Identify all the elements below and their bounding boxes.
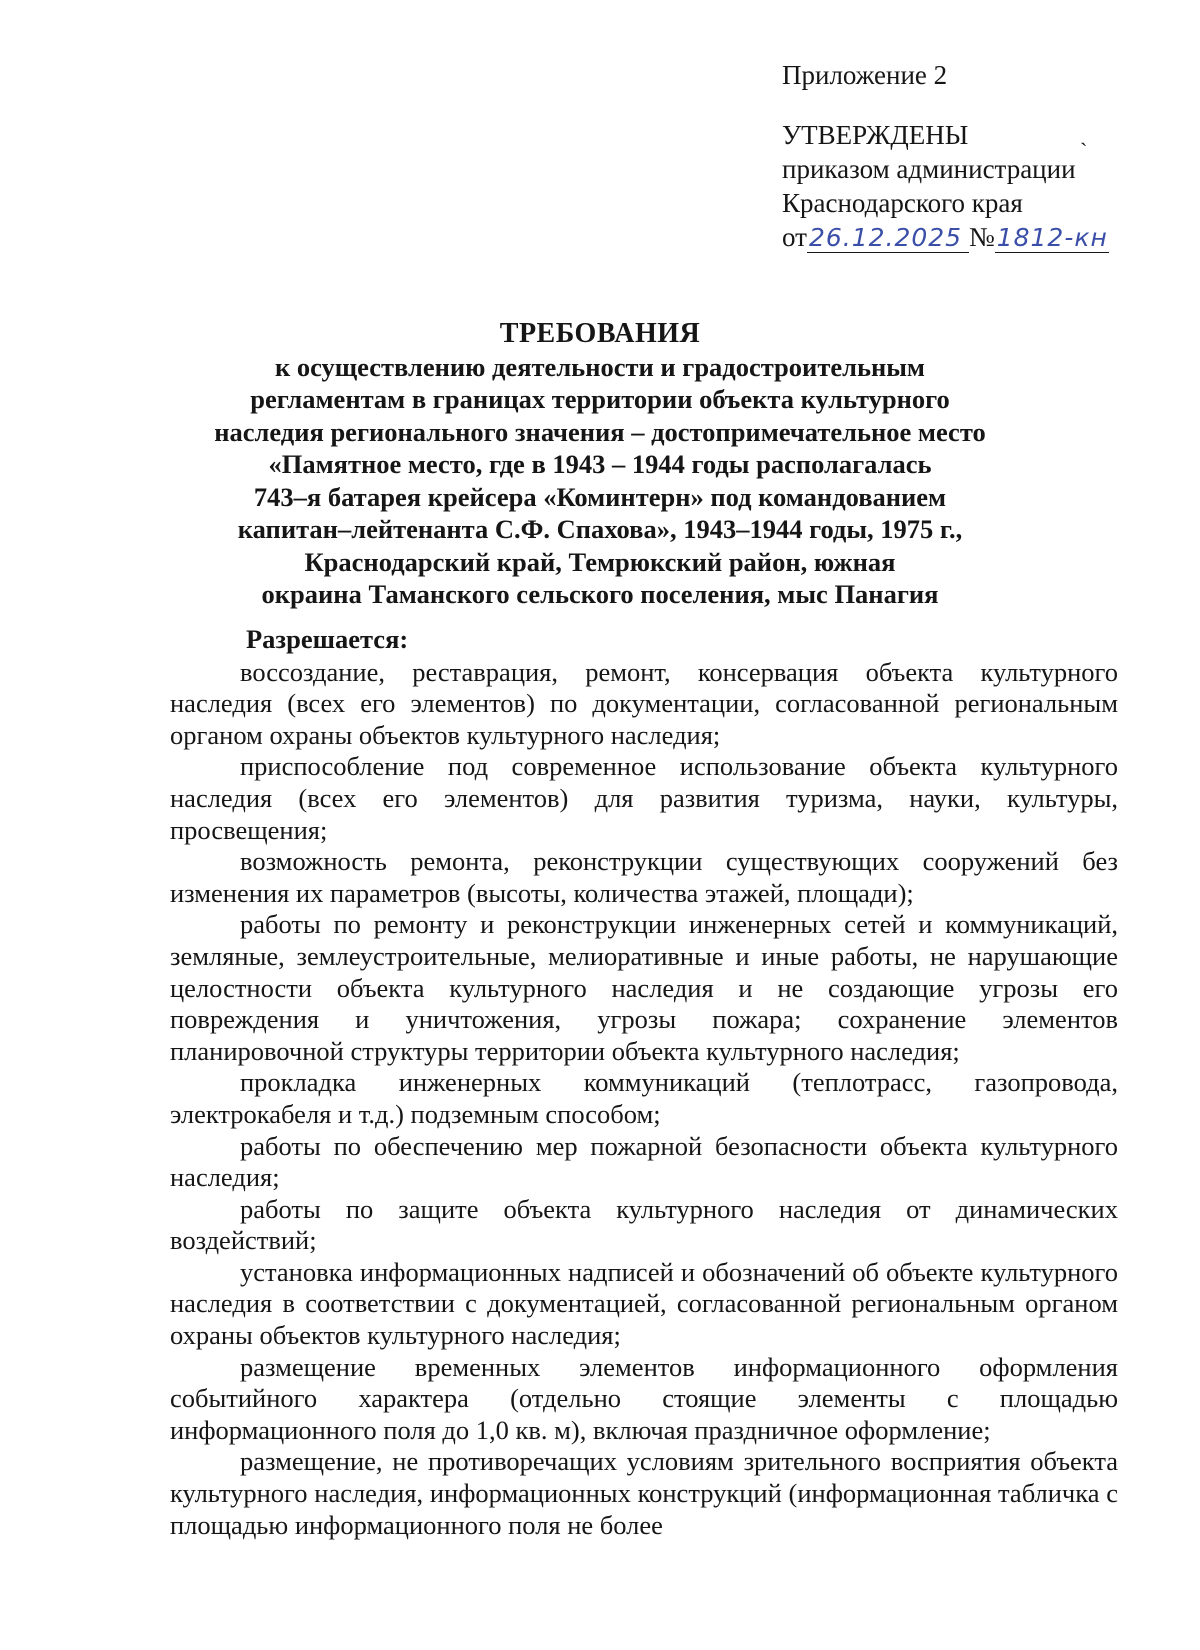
heading-line: капитан–лейтенанта С.Ф. Спахова», 1943–1944 годы, 1975 г., [237,514,963,544]
handwritten-number: 1812-кн [996,223,1108,252]
heading-line: Краснодарский край, Темрюкский район, южная [304,546,896,577]
order-label: приказом администрации [782,154,1076,184]
body-paragraph: воссоздание, реставрация, ремонт, консервация объекта культурного наследия (всех его элементов) по документации, согласованной региональным органом охраны объектов культурного наследия; [170,656,1118,750]
heading-line: «Памятное место, где в 1943 – 1944 годы располагалась [268,449,932,479]
number-sign: № [968,222,995,252]
date-number-line [782,220,1109,254]
body-paragraph: работы по защите объекта культурного наследия от динамических воздействий; [170,1193,1118,1256]
body-paragraph: работы по обеспечению мер пожарной безопасности объекта культурного наследия; [170,1130,1118,1193]
approval-gap [782,92,1109,118]
document-title: ТРЕБОВАНИЯ [499,318,701,349]
heading-line: наследия регионального значения – достопримечательное место [214,416,986,447]
heading-line: регламентам в границах территории объекта культурного [250,384,950,414]
body-paragraph: возможность ремонта, реконструкции существующих сооружений без изменения их параметров (высоты, количества этажей, площади); [170,846,1118,908]
heading-line: к осуществлению деятельности и градостроительным [274,351,925,382]
body-paragraph: прокладка инженерных коммуникаций (теплотрасс, газопровода, электрокабеля и т.д.) подземным способом; [170,1067,1118,1129]
date-prefix: от [782,222,807,252]
pen-mark: ` [1080,138,1088,163]
heading-line: 743–я батарея крейсера «Коминтерн» под командованием [253,481,947,512]
body-paragraph: установка информационных надписей и обозначений об объекте культурного наследия в соответствии с документацией, согласованной региональным органом охраны объектов культурного наследия; [170,1256,1118,1351]
body-paragraph: работы по ремонту и реконструкции инженерных сетей и коммуникаций, земляные, землеустроительные, мелиоративные и иные работы, не нарушающие целостности объекта культурного наследия и не создающие угрозы его повреждения и уничтожения, угрозы пожара; сохранение элементов планировочной структуры территории объекта культурного наследия; [170,909,1118,1066]
body-paragraph: размещение, не противоречащих условиям зрительного восприятия объекта культурного наследия, информационных конструкций (информационная табличка с площадью информационного поля не более [170,1446,1118,1540]
document-body [170,624,1118,1541]
appendix-label: Приложение 2 [782,60,948,90]
approval-block [782,58,1109,254]
body-paragraph: приспособление под современное использование объекта культурного наследия (всех его элементов) для развития туризма, науки, культуры, просвещения; [170,751,1118,845]
handwritten-date: 26.12.2025 [807,224,969,253]
region-label: Краснодарского края [782,188,1023,218]
body-paragraph: размещение временных элементов информационного оформления событийного характера (отдельно стоящие элементы с площадью информационного поля до 1,0 кв. м), включая праздничное оформление; [170,1351,1118,1445]
heading-line: окраина Таманского сельского поселения, мыс Панагия [261,579,939,609]
section-label-permitted: Разрешается: [246,624,409,654]
approved-label: УТВЕРЖДЕНЫ [782,120,969,150]
document-heading [150,318,1050,611]
